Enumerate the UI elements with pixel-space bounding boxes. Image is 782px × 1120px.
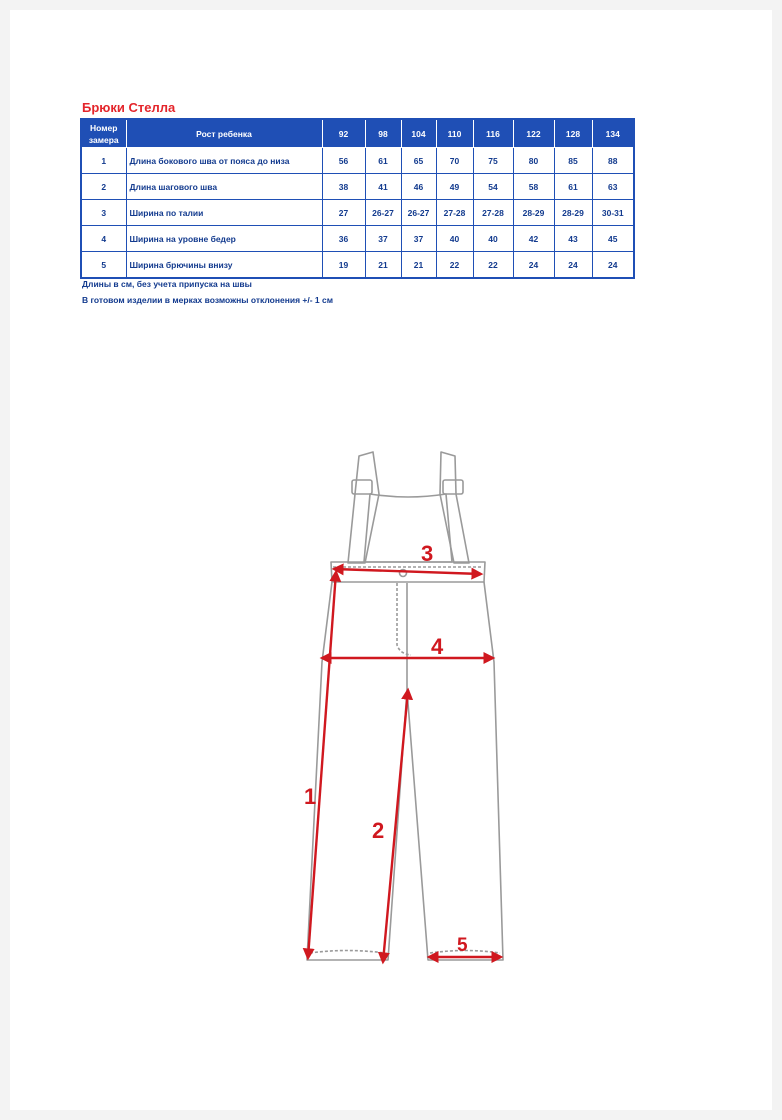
value-cell: 42 — [513, 226, 554, 252]
value-cell: 24 — [513, 252, 554, 279]
marker-3: 3 — [421, 541, 434, 566]
measure-number-cell: 3 — [81, 200, 126, 226]
value-cell: 85 — [554, 148, 592, 174]
measure-name-cell: Ширина на уровне бедер — [126, 226, 322, 252]
value-cell: 43 — [554, 226, 592, 252]
value-cell: 40 — [436, 226, 473, 252]
measure-name-cell: Длина шагового шва — [126, 174, 322, 200]
measure-number-cell: 4 — [81, 226, 126, 252]
trouser-body — [307, 582, 503, 960]
measure-name-cell: Ширина по талии — [126, 200, 322, 226]
value-cell: 88 — [592, 148, 634, 174]
value-cell: 54 — [473, 174, 513, 200]
measure-number-cell: 2 — [81, 174, 126, 200]
value-cell: 80 — [513, 148, 554, 174]
note-units: Длины в см, без учета припуска на швы — [82, 279, 252, 289]
marker-5: 5 — [457, 935, 468, 956]
column-header-size: 122 — [513, 119, 554, 148]
value-cell: 22 — [436, 252, 473, 279]
value-cell: 21 — [365, 252, 401, 279]
value-cell: 27-28 — [473, 200, 513, 226]
value-cell: 41 — [365, 174, 401, 200]
value-cell: 45 — [592, 226, 634, 252]
value-cell: 27-28 — [436, 200, 473, 226]
marker-1: 1 — [304, 784, 317, 809]
value-cell: 19 — [322, 252, 365, 279]
value-cell: 26-27 — [401, 200, 436, 226]
column-header-size: 110 — [436, 119, 473, 148]
measure-name-cell: Длина бокового шва от пояса до низа — [126, 148, 322, 174]
note-tolerance: В готовом изделии в мерках возможны отклонения +/- 1 см — [82, 295, 334, 305]
value-cell: 58 — [513, 174, 554, 200]
measure-arrow-side-seam — [308, 572, 336, 958]
measure-number-cell: 5 — [81, 252, 126, 279]
value-cell: 40 — [473, 226, 513, 252]
value-cell: 38 — [322, 174, 365, 200]
marker-4: 4 — [431, 634, 444, 659]
value-cell: 61 — [365, 148, 401, 174]
right-strap — [440, 452, 469, 563]
value-cell: 37 — [365, 226, 401, 252]
value-cell: 22 — [473, 252, 513, 279]
column-header-size: 128 — [554, 119, 592, 148]
value-cell: 61 — [554, 174, 592, 200]
value-cell: 56 — [322, 148, 365, 174]
value-cell: 27 — [322, 200, 365, 226]
measurement-lines — [308, 569, 501, 962]
document-title: Брюки Стелла — [82, 100, 176, 115]
right-strap-buckle — [443, 480, 463, 494]
value-cell: 24 — [554, 252, 592, 279]
value-cell: 49 — [436, 174, 473, 200]
value-cell: 70 — [436, 148, 473, 174]
measure-name-cell: Ширина брючины внизу — [126, 252, 322, 279]
value-cell: 28-29 — [513, 200, 554, 226]
column-header-measure-number: Номер замера — [81, 119, 126, 148]
value-cell: 63 — [592, 174, 634, 200]
value-cell: 30-31 — [592, 200, 634, 226]
column-header-child-height: Рост ребенка — [126, 119, 322, 148]
value-cell: 24 — [592, 252, 634, 279]
column-header-size: 104 — [401, 119, 436, 148]
column-header-size: 98 — [365, 119, 401, 148]
value-cell: 26-27 — [365, 200, 401, 226]
column-header-size: 92 — [322, 119, 365, 148]
measure-arrow-waist — [334, 569, 481, 574]
left-strap — [348, 452, 379, 563]
value-cell: 75 — [473, 148, 513, 174]
fly-stitch — [397, 583, 411, 655]
value-cell: 36 — [322, 226, 365, 252]
value-cell: 65 — [401, 148, 436, 174]
marker-2: 2 — [372, 818, 385, 843]
column-header-size: 134 — [592, 119, 634, 148]
measure-arrow-inseam — [383, 690, 408, 962]
column-header-size: 116 — [473, 119, 513, 148]
value-cell: 37 — [401, 226, 436, 252]
value-cell: 46 — [401, 174, 436, 200]
measure-number-cell: 1 — [81, 148, 126, 174]
value-cell: 28-29 — [554, 200, 592, 226]
left-hem — [310, 951, 385, 954]
garment-outline — [307, 452, 503, 960]
value-cell: 21 — [401, 252, 436, 279]
